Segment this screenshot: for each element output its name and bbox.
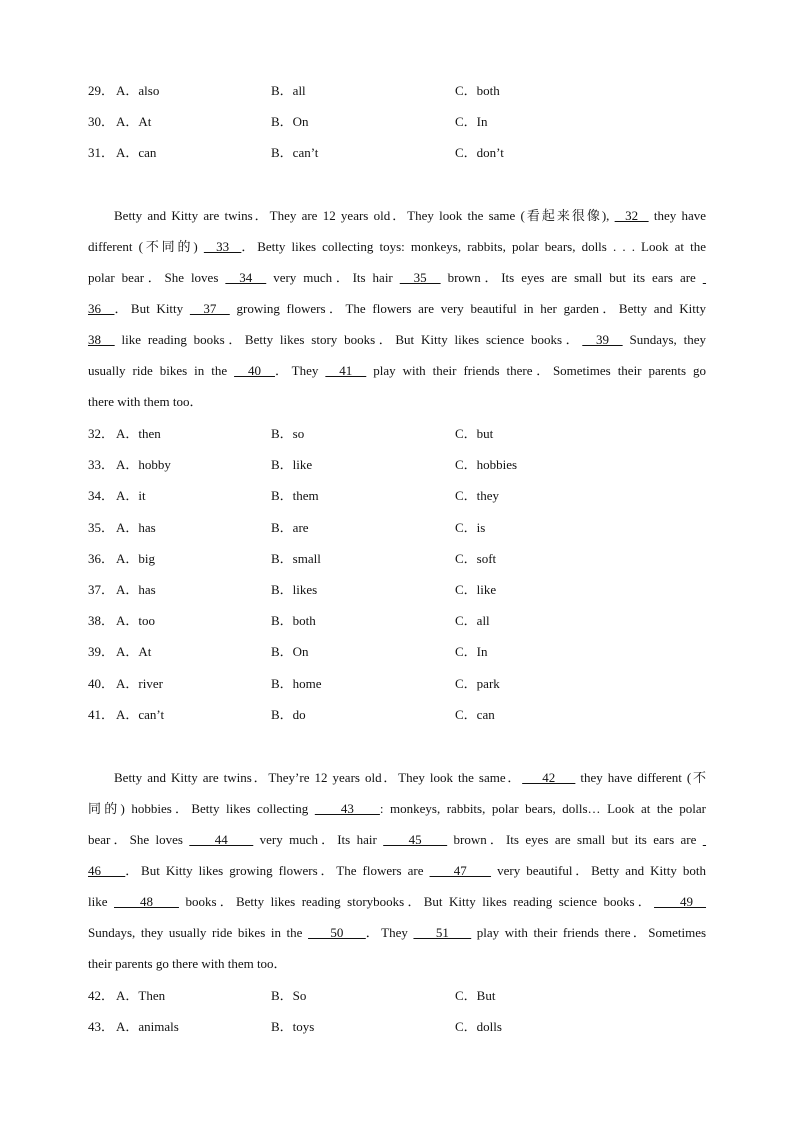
option-c: C．But	[455, 988, 496, 1003]
passage-text: ．Betty likes collecting toys: monkeys, rabbits, polar bears, dolls . . . Look at the	[241, 239, 706, 254]
passage-text: bear．She loves	[88, 832, 190, 847]
passage-line	[88, 392, 706, 423]
passage-text: they have different (不	[575, 770, 706, 785]
option-a: A．hobby	[116, 457, 171, 473]
passage-text: : monkeys, rabbits, polar bears, dolls… Look at the polar	[379, 801, 707, 816]
question-number: 42．	[88, 988, 115, 1003]
option-c: C．In	[455, 114, 488, 130]
passage-text: Sundays, they usually ride bikes in the	[88, 925, 309, 940]
question-row	[88, 642, 588, 662]
answer-blank[interactable]: 38	[88, 332, 115, 347]
passage-text: books．Betty likes reading storybooks．But Kitty likes reading science books．	[178, 894, 655, 909]
option-b: B．them	[271, 488, 319, 504]
option-b: B．are	[271, 519, 309, 535]
answer-blank[interactable]: 40	[234, 363, 275, 378]
option-b: B．like	[271, 457, 313, 473]
answer-blank[interactable]: 45	[383, 832, 448, 847]
passage-line	[88, 830, 706, 861]
option-c: C．don’t	[455, 145, 504, 161]
option-c: C．is	[455, 519, 486, 535]
question-number: 31．	[88, 145, 115, 161]
option-b: B．On	[271, 114, 309, 130]
option-a: A．can’t	[116, 706, 165, 722]
question-row	[88, 611, 588, 631]
answer-blank[interactable]: 42	[522, 770, 576, 785]
option-a: A．Then	[116, 988, 166, 1003]
passage-2	[88, 768, 706, 985]
option-b: B．home	[271, 675, 322, 691]
question-number: 36．	[88, 550, 115, 566]
option-a: A．animals	[116, 1019, 179, 1035]
passage-text: like reading books．Betty likes story books．But Kitty likes science books．	[114, 332, 583, 347]
answer-blank[interactable]	[703, 832, 706, 847]
option-a: A．has	[116, 582, 156, 597]
passage-text: 同的) hobbies．Betty likes collecting	[88, 801, 315, 816]
option-c: C．can	[455, 706, 495, 722]
question-row	[88, 424, 588, 444]
question-row	[88, 580, 588, 600]
option-c: C．all	[455, 613, 490, 629]
option-a: A．At	[116, 114, 152, 130]
question-row	[88, 549, 588, 569]
option-b: B．so	[271, 426, 305, 441]
option-c: C．dolls	[455, 1019, 502, 1035]
passage-text: play with their friends there．Sometimes	[471, 925, 707, 940]
answer-blank[interactable]: 32	[614, 208, 649, 223]
passage-text: their parents go there with them too．	[88, 956, 287, 971]
question-number: 43．	[88, 1019, 115, 1035]
question-row	[88, 705, 588, 725]
passage-text: Sundays, they	[622, 332, 707, 347]
option-a: A．At	[116, 644, 152, 660]
question-number: 41．	[88, 706, 115, 722]
option-b: B．toys	[271, 1019, 315, 1035]
passage-text: growing flowers．The flowers are very beautiful in her garden．Betty and Kitty	[229, 301, 707, 316]
question-row	[88, 986, 588, 1006]
passage-line	[88, 892, 706, 923]
passage-text: ．They	[365, 925, 414, 940]
question-row	[88, 143, 588, 163]
question-number: 34．	[88, 488, 115, 504]
option-b: B．do	[271, 706, 306, 722]
question-number: 38．	[88, 613, 115, 629]
question-row	[88, 1017, 588, 1037]
answer-blank[interactable]: 35	[399, 270, 441, 285]
question-row	[88, 112, 588, 132]
passage-text: ．They	[274, 363, 326, 378]
passage-line	[88, 923, 706, 954]
option-c: C．In	[455, 644, 488, 660]
passage-text: ．But Kitty likes growing flowers．The flowers are	[125, 863, 430, 878]
question-number: 39．	[88, 644, 115, 660]
question-row	[88, 486, 588, 506]
option-a: A．it	[116, 488, 146, 504]
answer-blank[interactable]: 37	[189, 301, 230, 316]
passage-line	[88, 861, 706, 892]
passage-line	[88, 954, 706, 985]
question-row	[88, 81, 588, 101]
passage-text: brown．Its eyes are small but its ears are	[447, 832, 703, 847]
option-a: A．too	[116, 613, 156, 629]
answer-blank[interactable]	[703, 270, 706, 285]
answer-blank[interactable]: 36	[88, 301, 115, 316]
passage-text: like	[88, 894, 114, 909]
option-b: B．can’t	[271, 145, 319, 161]
passage-line	[88, 330, 706, 361]
answer-blank[interactable]: 50	[308, 925, 366, 940]
option-a: A．also	[116, 83, 160, 98]
question-number: 35．	[88, 519, 115, 535]
option-a: A．river	[116, 675, 163, 691]
option-c: C．they	[455, 488, 500, 504]
option-c: C．park	[455, 675, 500, 691]
option-c: C．like	[455, 582, 497, 597]
option-c: C．soft	[455, 550, 497, 566]
passage-text: very beautiful．Betty and Kitty both	[491, 863, 707, 878]
question-number: 32．	[88, 426, 115, 441]
passage-line	[88, 768, 706, 799]
passage-text: polar bear．She loves	[88, 270, 226, 285]
passage-text: they have	[648, 208, 707, 223]
question-number: 40．	[88, 675, 115, 691]
answer-blank[interactable]: 44	[189, 832, 254, 847]
option-b: B．both	[271, 613, 316, 629]
answer-blank[interactable]: 47	[429, 863, 492, 878]
question-row	[88, 455, 588, 475]
passage-text: different (不同的)	[88, 239, 204, 254]
option-c: C．hobbies	[455, 457, 518, 473]
passage-text: Betty and Kitty are twins．They are 12 years old．They look the same (看起来很像),	[114, 208, 615, 223]
passage-line	[88, 206, 706, 237]
option-b: B．On	[271, 644, 309, 660]
answer-blank[interactable]: 41	[325, 363, 367, 378]
answer-blank[interactable]: 51	[413, 925, 472, 940]
option-a: A．has	[116, 519, 156, 535]
option-c: C．but	[455, 426, 494, 441]
question-number: 37．	[88, 582, 115, 597]
answer-blank[interactable]: 33	[203, 239, 242, 254]
answer-blank[interactable]: 46	[88, 863, 126, 878]
option-b: B．So	[271, 988, 307, 1003]
answer-blank[interactable]: 39	[582, 332, 623, 347]
option-b: B．all	[271, 83, 306, 98]
passage-text: play with their friends there．Sometimes their parents go	[366, 363, 706, 378]
option-b: B．likes	[271, 582, 318, 597]
passage-line	[88, 237, 706, 268]
answer-blank[interactable]: 49	[654, 894, 707, 909]
question-row	[88, 518, 588, 538]
option-a: A．can	[116, 145, 157, 161]
passage-text: there with them too．	[88, 394, 203, 409]
passage-line	[88, 299, 706, 330]
passage-1	[88, 206, 706, 423]
passage-line	[88, 361, 706, 392]
passage-text: ．But Kitty	[114, 301, 190, 316]
option-c: C．both	[455, 83, 500, 98]
answer-blank[interactable]: 48	[114, 894, 179, 909]
option-a: A．big	[116, 550, 156, 566]
option-a: A．then	[116, 426, 161, 441]
question-number: 29．	[88, 83, 115, 98]
passage-text: brown．Its eyes are small but its ears are	[440, 270, 703, 285]
passage-line	[88, 268, 706, 299]
passage-line	[88, 799, 706, 830]
passage-text: very much．Its hair	[266, 270, 400, 285]
question-row	[88, 674, 588, 694]
passage-text: Betty and Kitty are twins．They’re 12 years old．They look the same．	[114, 770, 523, 785]
option-b: B．small	[271, 550, 321, 566]
question-number: 33．	[88, 457, 115, 473]
passage-text: very much．Its hair	[253, 832, 384, 847]
passage-text: usually ride bikes in the	[88, 363, 235, 378]
answer-blank[interactable]: 34	[225, 270, 267, 285]
question-number: 30．	[88, 114, 115, 130]
answer-blank[interactable]: 43	[314, 801, 380, 816]
